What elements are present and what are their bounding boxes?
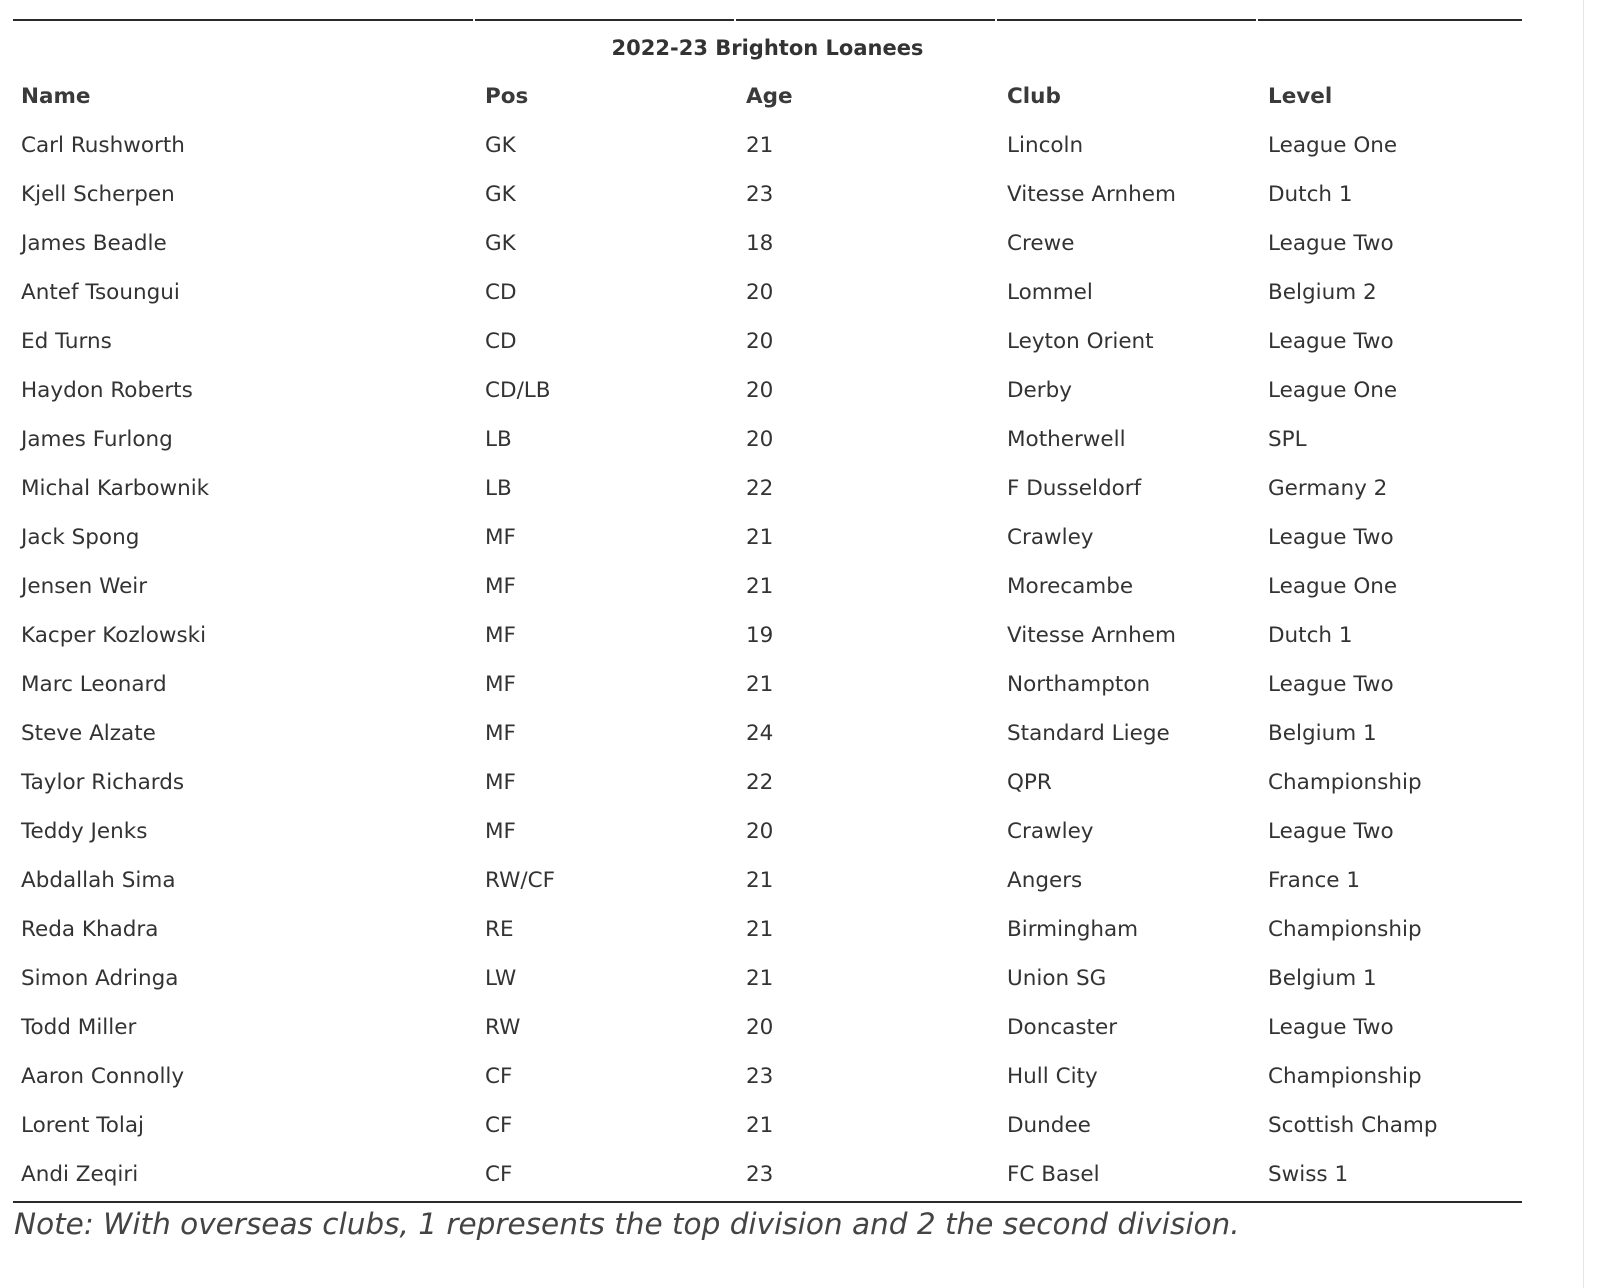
cell-club: Leyton Orient [1007,329,1154,354]
cell-level: Championship [1268,770,1422,795]
footnote: Note: With overseas clubs, 1 represents the top division and 2 the second division. [14,1207,1240,1241]
cell-level: France 1 [1268,868,1361,893]
cell-pos: LW [485,966,517,991]
cell-age: 20 [746,280,774,305]
cell-pos: CD [485,280,517,305]
cell-level: League One [1268,574,1398,599]
cell-pos: MF [485,623,516,648]
table-row [13,268,1522,317]
cell-level: League Two [1268,1015,1394,1040]
cell-pos: CF [485,1113,513,1138]
table-row [13,1150,1522,1199]
cell-name: Kacper Kozlowski [21,623,207,648]
cell-age: 19 [746,623,774,648]
cell-level: League Two [1268,329,1394,354]
cell-level: Germany 2 [1268,476,1388,501]
cell-name: Carl Rushworth [21,133,185,158]
table-row [13,856,1522,905]
cell-club: Morecambe [1007,574,1134,599]
table-body [13,121,1522,1199]
cell-club: Birmingham [1007,917,1139,942]
cell-name: Kjell Scherpen [21,182,175,207]
cell-club: FC Basel [1007,1162,1100,1187]
cell-name: Aaron Connolly [21,1064,185,1089]
cell-pos: GK [485,231,516,256]
table-row [13,562,1522,611]
cell-club: Doncaster [1007,1015,1118,1040]
cell-club: F Dusseldorf [1007,476,1142,501]
table-row [13,219,1522,268]
table-row [13,660,1522,709]
cell-level: Dutch 1 [1268,182,1353,207]
cell-level: SPL [1268,427,1307,452]
cell-name: Ed Turns [21,329,112,354]
table-header-row [13,72,1522,121]
cell-pos: CF [485,1162,513,1187]
cell-age: 18 [746,231,774,256]
cell-level: Belgium 1 [1268,721,1377,746]
table-row [13,807,1522,856]
cell-age: 20 [746,1015,774,1040]
cell-club: Angers [1007,868,1083,893]
cell-name: Todd Miller [21,1015,137,1040]
cell-pos: CD [485,329,517,354]
cell-pos: MF [485,525,516,550]
cell-level: Swiss 1 [1268,1162,1349,1187]
cell-name: Reda Khadra [21,917,159,942]
cell-name: James Furlong [21,427,173,452]
cell-pos: RW/CF [485,868,555,893]
cell-name: Jack Spong [21,525,140,550]
table-row [13,464,1522,513]
cell-age: 21 [746,672,774,697]
cell-age: 21 [746,574,774,599]
table-row [13,1101,1522,1150]
cell-club: Crawley [1007,525,1094,550]
cell-club: Northampton [1007,672,1151,697]
header-level: Level [1268,84,1333,109]
cell-name: Lorent Tolaj [21,1113,144,1138]
cell-pos: MF [485,819,516,844]
cell-name: Antef Tsoungui [21,280,180,305]
cell-age: 23 [746,1162,774,1187]
cell-age: 23 [746,182,774,207]
cell-club: Standard Liege [1007,721,1170,746]
cell-age: 21 [746,868,774,893]
cell-age: 20 [746,819,774,844]
cell-club: Crewe [1007,231,1075,256]
table-bottom-border [13,1201,1522,1203]
cell-pos: MF [485,770,516,795]
table-row [13,317,1522,366]
table-row [13,366,1522,415]
table-row [13,513,1522,562]
table-row [13,121,1522,170]
cell-level: League Two [1268,819,1394,844]
table-row [13,1003,1522,1052]
cell-level: League Two [1268,231,1394,256]
header-age: Age [746,84,793,109]
cell-name: Jensen Weir [21,574,148,599]
cell-name: Taylor Richards [21,770,185,795]
cell-name: Haydon Roberts [21,378,193,403]
cell-pos: MF [485,574,516,599]
cell-level: Dutch 1 [1268,623,1353,648]
cell-age: 21 [746,133,774,158]
cell-pos: RW [485,1015,521,1040]
header-club: Club [1007,84,1061,109]
cell-age: 22 [746,770,774,795]
cell-age: 21 [746,917,774,942]
cell-pos: MF [485,672,516,697]
cell-age: 23 [746,1064,774,1089]
cell-pos: GK [485,182,516,207]
cell-pos: CF [485,1064,513,1089]
cell-pos: CD/LB [485,378,551,403]
cell-age: 24 [746,721,774,746]
header-name: Name [21,84,91,109]
cell-club: Vitesse Arnhem [1007,623,1176,648]
table-row [13,954,1522,1003]
table-row [13,905,1522,954]
cell-age: 20 [746,378,774,403]
cell-club: QPR [1007,770,1052,795]
cell-club: Lincoln [1007,133,1084,158]
cell-name: Abdallah Sima [21,868,176,893]
cell-pos: RE [485,917,514,942]
cell-club: Union SG [1007,966,1107,991]
cell-level: League Two [1268,525,1394,550]
cell-level: Championship [1268,917,1422,942]
cell-name: Steve Alzate [21,721,156,746]
header-pos: Pos [485,84,529,109]
cell-level: League One [1268,378,1398,403]
cell-age: 20 [746,427,774,452]
cell-pos: MF [485,721,516,746]
cell-name: Simon Adringa [21,966,179,991]
cell-pos: LB [485,427,512,452]
table-row [13,758,1522,807]
table-row [13,611,1522,660]
table-row [13,1052,1522,1101]
cell-name: James Beadle [21,231,167,256]
cell-level: Belgium 2 [1268,280,1377,305]
cell-club: Lommel [1007,280,1093,305]
cell-level: Belgium 1 [1268,966,1377,991]
table-row [13,415,1522,464]
cell-club: Dundee [1007,1113,1091,1138]
cell-age: 21 [746,1113,774,1138]
cell-pos: LB [485,476,512,501]
cell-level: Scottish Champ [1268,1113,1438,1138]
table-row [13,170,1522,219]
cell-age: 22 [746,476,774,501]
vertical-scrollbar[interactable] [1583,0,1600,1288]
cell-name: Andi Zeqiri [21,1162,139,1187]
cell-name: Marc Leonard [21,672,167,697]
cell-club: Derby [1007,378,1072,403]
cell-name: Teddy Jenks [21,819,148,844]
cell-club: Motherwell [1007,427,1126,452]
loanees-table [13,72,1522,1199]
loanees-table-container [13,19,1522,1203]
cell-age: 20 [746,329,774,354]
cell-level: League One [1268,133,1398,158]
table-caption: 2022-23 Brighton Loanees [611,36,924,60]
cell-club: Crawley [1007,819,1094,844]
cell-level: Championship [1268,1064,1422,1089]
cell-club: Vitesse Arnhem [1007,182,1176,207]
cell-age: 21 [746,525,774,550]
cell-name: Michal Karbownik [21,476,210,501]
cell-pos: GK [485,133,516,158]
cell-age: 21 [746,966,774,991]
cell-club: Hull City [1007,1064,1098,1089]
table-row [13,709,1522,758]
cell-level: League Two [1268,672,1394,697]
